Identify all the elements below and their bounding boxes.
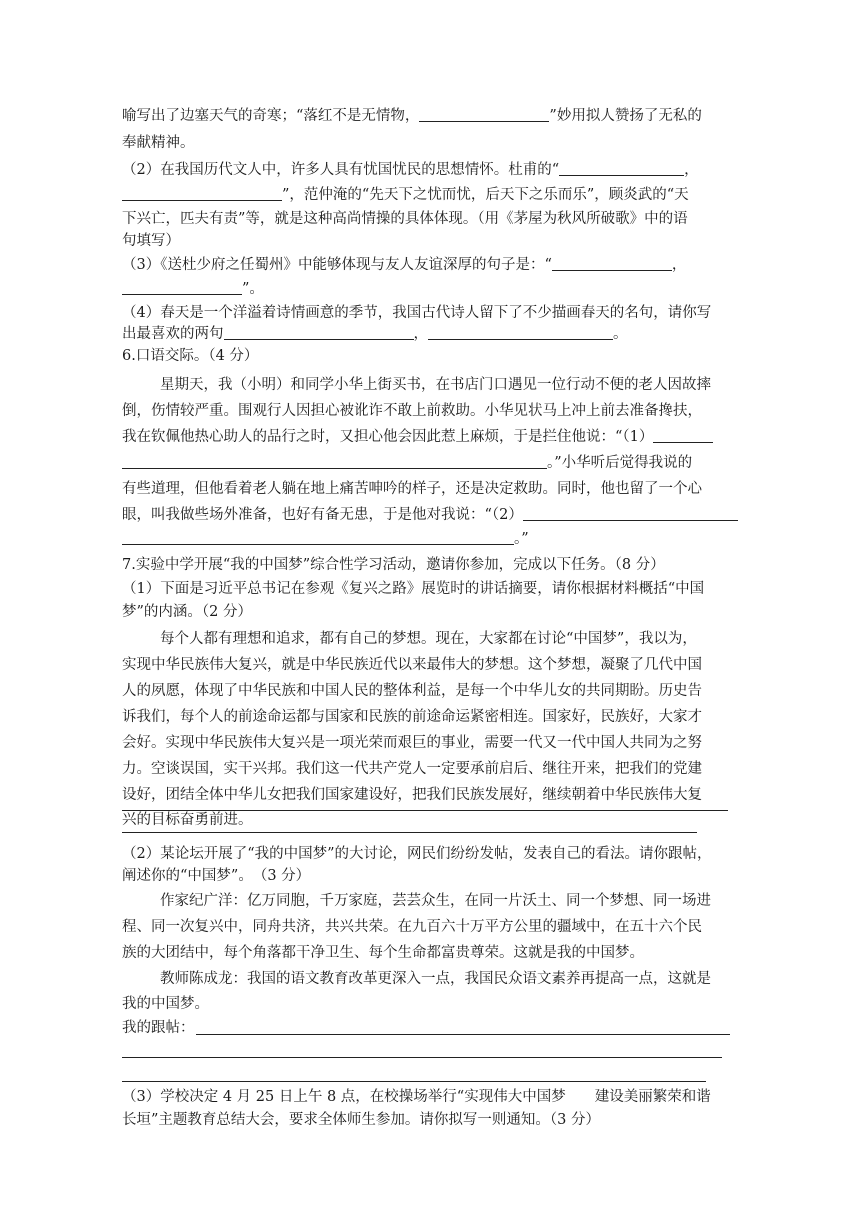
q5-text: 出最喜欢的两句 bbox=[122, 326, 224, 342]
q7-part1-line-1: （1）下面是习近平总书记在参观《复兴之路》展览时的讲话摘要，请你根据材料概括“中国 bbox=[122, 581, 705, 597]
q5-part2-line-2 bbox=[122, 186, 742, 204]
answer-line[interactable] bbox=[122, 810, 728, 811]
answer-blank[interactable] bbox=[523, 506, 738, 521]
q5-part4-line-1: （4）春天是一个洋溢着诗情画意的季节，我国古代诗人留下了不少描画春天的名句，请你写 bbox=[122, 305, 712, 321]
q5-text: （3）《送杜少府之任蜀州》中能够体现与友人友谊深厚的句子是：“ bbox=[122, 257, 552, 273]
answer-blank[interactable] bbox=[552, 256, 672, 271]
q6-line-1: 星期天，我（小明）和同学小华上街买书，在书店门口遇见一位行动不便的老人因故摔 bbox=[160, 377, 711, 393]
quote-line: 设好，团结全体中华儿女把我们国家建设好，把我们民族发展好，继续朝着中华民族伟大复 bbox=[122, 787, 702, 803]
q5-text: 。 bbox=[613, 326, 628, 342]
quote-line: 人的夙愿，体现了中华民族和中国人民的整体利益，是每一个中华儿女的共同期盼。历史告 bbox=[122, 683, 702, 699]
q6-line-7 bbox=[122, 530, 742, 548]
q6-line-6 bbox=[122, 506, 742, 524]
q7-part2-line-1: （2）某论坛开展了“我的中国梦”的大讨论，网民们纷纷发帖，发表自己的看法。请你跟帖， bbox=[122, 846, 712, 862]
q5-text: ， bbox=[671, 257, 687, 273]
q5-part3-line-2 bbox=[122, 280, 742, 298]
answer-blank[interactable] bbox=[122, 530, 514, 545]
post-line: 程、同一次复兴中，同舟共济，共兴共荣。在九百六十万平方公里的疆域中，在五十六个民 bbox=[122, 919, 702, 935]
q5-text: 喻写出了边塞天气的奇寒；“落红不是无情物， bbox=[122, 108, 420, 124]
answer-blank[interactable] bbox=[428, 325, 613, 340]
answer-blank[interactable] bbox=[559, 161, 684, 176]
answer-blank[interactable] bbox=[419, 107, 549, 122]
q5-text: ”妙用拟人赞扬了无私的 bbox=[549, 108, 702, 124]
reply-label: 我的跟帖： bbox=[122, 1020, 195, 1036]
q6-text: 。” bbox=[514, 531, 529, 547]
q6-text: 我在钦佩他热心助人的品行之时，又担心他会因此惹上麻烦，于是拦住他说：“（1） bbox=[122, 429, 654, 445]
q7-title: 7.实验中学开展“我的中国梦”综合性学习活动，邀请你参加，完成以下任务。（8 分） bbox=[122, 557, 665, 573]
q6-text: 眼，叫我做些场外准备，也好有备无患，于是他对我说：“（2） bbox=[122, 507, 523, 523]
q6-title: 6.口语交际。（4 分） bbox=[122, 348, 259, 364]
q5-part4-line-2 bbox=[122, 325, 742, 343]
q7-part1-line-2: 梦”的内涵。（2 分） bbox=[122, 604, 252, 620]
post-line: 我的中国梦。 bbox=[122, 996, 209, 1012]
q7-part2-line-2: 阐述你的“中国梦”。 （3 分） bbox=[122, 868, 311, 884]
q6-line-5: 有些道理，但他看着老人躺在地上痛苦呻吟的样子，还是决定救助。同时，他也留了一个心 bbox=[122, 481, 702, 497]
q5-part2-line-4: 句填写） bbox=[122, 233, 180, 249]
answer-line[interactable] bbox=[122, 832, 697, 833]
q6-line-4 bbox=[122, 454, 742, 472]
q5-line-2: 奉献精神。 bbox=[122, 135, 195, 151]
q5-line-1 bbox=[122, 107, 742, 125]
answer-blank[interactable] bbox=[122, 280, 242, 295]
quote-line: 诉我们，每个人的前途命运都与国家和民族的前途命运紧密相连。国家好，民族好，大家才 bbox=[122, 709, 702, 725]
q6-text: 。”小华听后觉得我说的 bbox=[547, 455, 693, 471]
post-line: 族的大团结中，每个角落都干净卫生、每个生命都富贵尊荣。这就是我的中国梦。 bbox=[122, 945, 644, 961]
reply-line[interactable] bbox=[122, 1081, 706, 1082]
post-line: 作家纪广洋：亿万同胞，千万家庭，芸芸众生，在同一片沃土、同一个梦想、同一场进 bbox=[160, 893, 711, 909]
q7-part3-line-1: （3）学校决定 4 月 25 日上午 8 点，在校操场举行“实现伟大中国梦 建设美丽繁荣和谐 bbox=[122, 1089, 711, 1105]
quote-line: 每个人都有理想和追求，都有自己的梦想。现在，大家都在讨论“中国梦”，我以为， bbox=[160, 631, 697, 647]
q5-part3-line-1 bbox=[122, 256, 742, 274]
q5-text: ”，范仲淹的“先天下之忧而忧，后天下之乐而乐”，顾炎武的“天 bbox=[282, 187, 689, 203]
q6-line-3 bbox=[122, 428, 742, 446]
reply-line[interactable] bbox=[122, 1057, 722, 1058]
q5-part2-line-3: 下兴亡，匹夫有责”等，就是这种高尚情操的具体体现。（用《茅屋为秋风所破歌》中的语 bbox=[122, 211, 688, 227]
post-line: 教师陈成龙：我国的语文教育改革更深入一点，我国民众语文素养再提高一点，这就是 bbox=[160, 971, 711, 987]
q7-part3-line-2: 长垣”主题教育总结大会，要求全体师生参加。请你拟写一则通知。（3 分） bbox=[122, 1112, 600, 1128]
quote-line: 力。空谈误国，实干兴邦。我们这一代共产党人一定要承前启后、继往开来，把我们的党建 bbox=[122, 761, 702, 777]
q5-text: ”。 bbox=[242, 281, 264, 297]
answer-blank[interactable] bbox=[224, 325, 414, 340]
q5-text: ， bbox=[413, 326, 428, 342]
answer-blank[interactable] bbox=[122, 454, 547, 469]
quote-line: 兴的目标奋勇前进。 bbox=[122, 812, 253, 828]
q5-part2-line-1 bbox=[122, 161, 742, 179]
answer-blank[interactable] bbox=[653, 428, 713, 443]
q6-line-2: 倒，伤情较严重。围观行人因担心被讹诈不敢上前救助。小华见状马上冲上前去准备搀扶， bbox=[122, 403, 702, 419]
q5-text: ， bbox=[684, 162, 699, 178]
reply-line[interactable] bbox=[196, 1034, 730, 1035]
q5-text: （2）在我国历代文人中，许多人具有忧国忧民的思想情怀。杜甫的“ bbox=[122, 162, 560, 178]
quote-line: 实现中华民族伟大复兴，就是中华民族近代以来最伟大的梦想。这个梦想，凝聚了几代中国 bbox=[122, 657, 702, 673]
answer-blank[interactable] bbox=[122, 186, 282, 201]
quote-line: 会好。实现中华民族伟大复兴是一项光荣而艰巨的事业，需要一代又一代中国人共同为之努 bbox=[122, 735, 702, 751]
